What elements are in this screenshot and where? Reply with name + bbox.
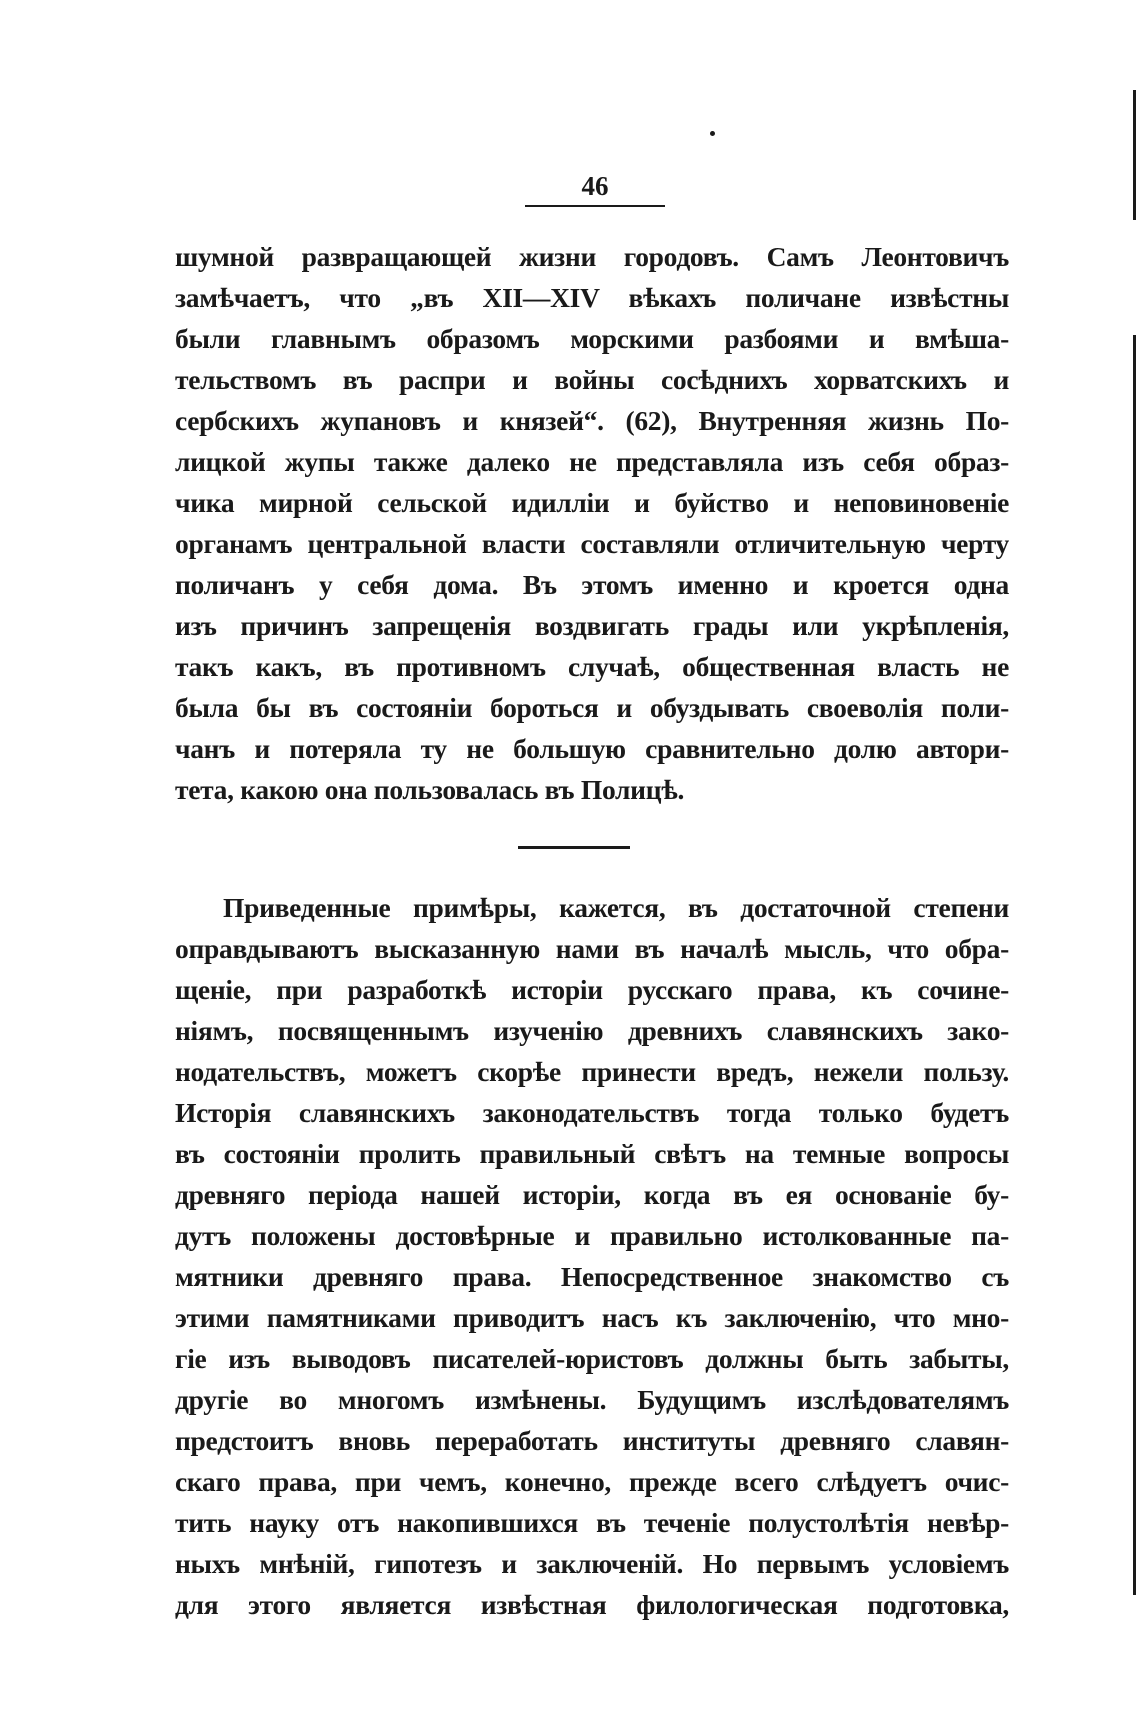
text-line: тета, какою она пользовалась въ Полицѣ. (175, 774, 685, 805)
scan-edge-line-main (1133, 335, 1136, 1595)
text-line: такъ какъ, въ противномъ случаѣ, общественная власть не (175, 651, 1009, 682)
text-line: этими памятниками приводитъ насъ къ заключенію, что мно- (175, 1302, 1009, 1333)
text-line: въ состояніи пролить правильный свѣтъ на темные вопросы (175, 1138, 1009, 1169)
text-line: органамъ центральной власти составляли отличительную черту (175, 528, 1009, 559)
paragraph-continued (175, 236, 1009, 810)
text-line: гіе изъ выводовъ писателей-юристовъ должны быть забыты, (175, 1343, 1009, 1374)
text-line: замѣчаетъ, что „въ XII—XIV вѣкахъ поличане извѣстны (175, 282, 1009, 313)
text-line: чика мирной сельской идилліи и буйство и неповиновеніе (175, 487, 1009, 518)
text-line: нодательствъ, можетъ скорѣе принести вредъ, нежели пользу. (175, 1056, 1009, 1087)
paragraph-conclusion (175, 887, 1009, 1625)
text-line: тельствомъ въ распри и войны сосѣднихъ хорватскихъ и (175, 364, 1009, 395)
text-line: лицкой жупы также далеко не представляла изъ себя образ- (175, 446, 1009, 477)
text-line: Приведенные примѣры, кажется, въ достаточной степени (223, 892, 1009, 923)
page-number: 46 (581, 171, 609, 201)
scan-edge-line-top (1133, 90, 1136, 220)
text-line: ніямъ, посвященнымъ изученію древнихъ славянскихъ зако- (175, 1015, 1009, 1046)
text-line: предстоитъ вновь переработать институты древняго славян- (175, 1425, 1009, 1456)
stray-ink-dot (710, 131, 715, 136)
text-line: щеніе, при разработкѣ исторіи русскаго права, къ сочине- (175, 974, 1009, 1005)
page-number-underline (525, 205, 665, 207)
text-line: ныхъ мнѣній, гипотезъ и заключеній. Но первымъ условіемъ (175, 1548, 1009, 1579)
text-line: Исторія славянскихъ законодательствъ тогда только будетъ (175, 1097, 1009, 1128)
text-line: скаго права, при чемъ, конечно, прежде всего слѣдуетъ очис- (175, 1466, 1009, 1497)
text-line: тить науку отъ накопившихся въ теченіе полустолѣтія невѣр- (175, 1507, 1009, 1538)
text-line: шумной развращающей жизни городовъ. Самъ Леонтовичъ (175, 241, 1009, 272)
text-line: для этого является извѣстная филологическая подготовка, (175, 1589, 1009, 1620)
text-line: сербскихъ жупановъ и князей“. (62), Внутренняя жизнь По- (175, 405, 1009, 436)
text-line: поличанъ у себя дома. Въ этомъ именно и кроется одна (175, 569, 1009, 600)
text-line: были главнымъ образомъ морскими разбоями и вмѣша- (175, 323, 1009, 354)
text-line: другіе во многомъ измѣнены. Будущимъ изслѣдователямъ (175, 1384, 1009, 1415)
text-line: изъ причинъ запрещенія воздвигать грады или укрѣпленія, (175, 610, 1009, 641)
text-line: дутъ положены достовѣрные и правильно истолкованные па- (175, 1220, 1009, 1251)
text-line: чанъ и потеряла ту не большую сравнительно долю автори- (175, 733, 1009, 764)
text-line: мятники древняго права. Непосредственное знакомство съ (175, 1261, 1009, 1292)
text-line: древняго періода нашей исторіи, когда въ ея основаніе бу- (175, 1179, 1009, 1210)
text-line: оправдываютъ высказанную нами въ началѣ мысль, что обра- (175, 933, 1009, 964)
section-divider (518, 846, 630, 849)
text-line: была бы въ состояніи бороться и обуздывать своеволія поли- (175, 692, 1009, 723)
